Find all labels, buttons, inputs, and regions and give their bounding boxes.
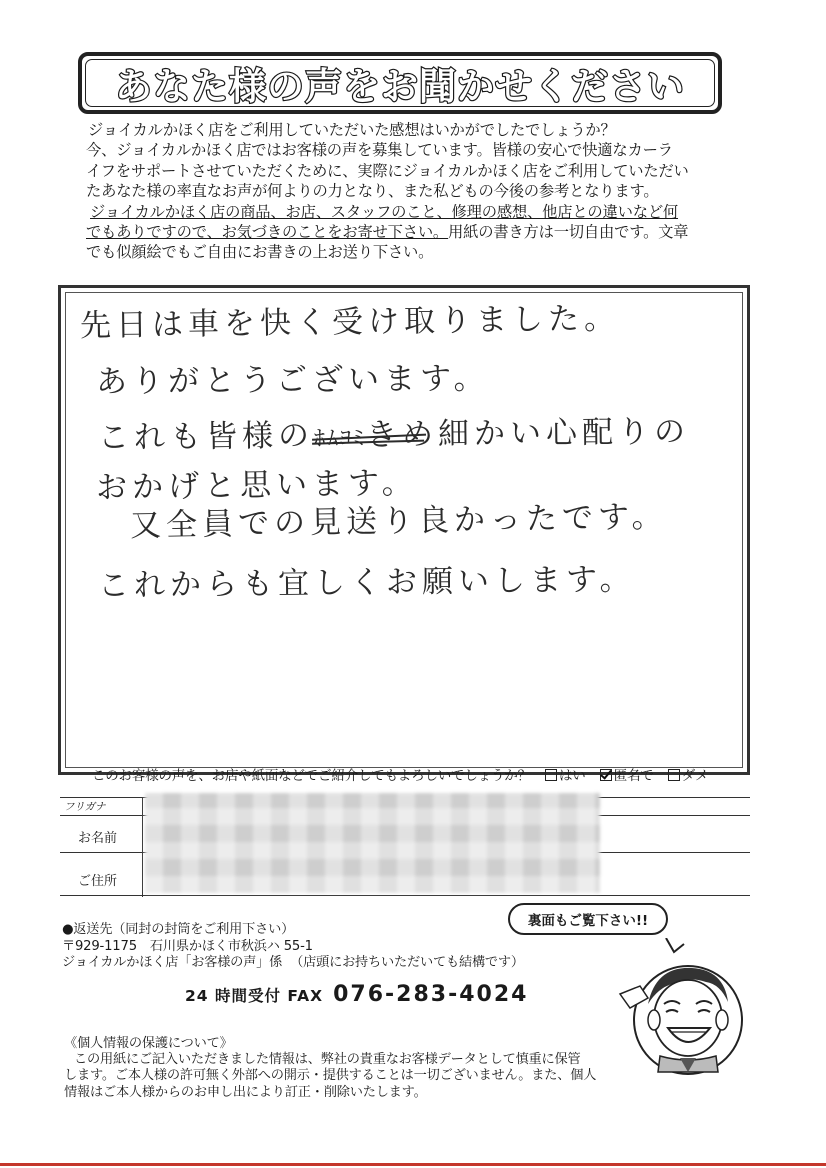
privacy-line-1: この用紙にご記入いただきました情報は、弊社の貴重なお客様データとして慎重に保管 (74, 1052, 581, 1068)
option-anonymous-label: 匿名で (613, 768, 654, 784)
address-label: ご住所 (78, 874, 118, 889)
intro-paragraph (86, 120, 746, 263)
recipient: ジョイカルかほく店「お客様の声」係 (62, 955, 283, 970)
intro-line-4: たあなた様の率直なお声が何よりの力となり、また私どもの今後の参考となります。 (86, 182, 659, 201)
checkbox-yes[interactable] (545, 769, 557, 781)
postal-address: 〒929-1175 石川県かほく市秋浜ハ 55-1 (62, 938, 313, 954)
privacy-line-3: 情報はご本人様からのお申し出により訂正・削除いたします。 (64, 1084, 427, 1100)
furigana-label: フリガナ (64, 801, 106, 813)
bubble-text: 裏面もご覧下さい!! (527, 913, 649, 929)
option-yes-label: はい (559, 768, 586, 784)
intro-line-1: ジョイカルかほく店をご利用していただいた感想はいかがでしたでしょうか？ (88, 121, 616, 139)
message-line-4: おかげと思います。 (95, 464, 418, 506)
bottom-edge-rule (0, 1163, 826, 1166)
message-line-1: 先日は車を快く受け取りました。 (79, 300, 621, 344)
intro-line-6-rest: 用紙の書き方は一切自由です。文章 (448, 223, 689, 242)
intro-line-6 (86, 222, 746, 242)
fax-number: 076-283-4024 (333, 982, 529, 1007)
form-label-divider (142, 797, 143, 897)
message-line-5: 又全員での見送り良かったです。 (129, 498, 668, 544)
message-line-3b: きめ細かい心配りの (365, 413, 691, 454)
title-inner-border (85, 59, 715, 107)
recipient-line (62, 955, 582, 972)
intro-line-2: 今、ジョイカルかほく店ではお客様の声を募集しています。皆様の安心で快適なカーラ (86, 141, 673, 160)
option-no-label: ダメ (681, 768, 709, 784)
privacy-heading: 《個人情報の保護について》 (64, 1036, 233, 1051)
checkbox-no[interactable] (668, 769, 680, 781)
redacted-personal-info (145, 793, 600, 893)
see-reverse-bubble (508, 903, 668, 935)
recipient-note: （店頭にお持ちいただいても結構です） (290, 955, 524, 970)
message-line-2: ありがとうございます。 (95, 360, 490, 400)
consent-row (92, 764, 708, 784)
page-title: あなた様の声をお聞かせください (115, 65, 685, 108)
form-bottom-line (60, 895, 750, 896)
fax-line (185, 982, 528, 1007)
struck-word (314, 417, 366, 454)
message-line-6: これからも宜しくお願いします。 (97, 561, 636, 604)
return-info (62, 922, 582, 972)
privacy-notice (64, 1036, 704, 1101)
message-line-3 (98, 406, 690, 457)
strikethrough-mark (310, 417, 430, 458)
intro-line-3: イフをサポートさせていただくために、実際にジョイカルかほく店をご利用していただい (86, 161, 689, 180)
title-banner (78, 52, 722, 114)
message-line-3a: これも皆様の (97, 417, 315, 456)
consent-question: このお客様の声を、お店や紙面などでご紹介してもよろしいでしょうか？ (92, 768, 531, 784)
intro-line-5: ジョイカルかほく店の商品、お店、スタッフのこと、修理の感想、他店との違いなど何 (90, 202, 679, 221)
name-label: お名前 (78, 831, 118, 846)
fax-label: 24 時間受付 FAX (185, 987, 324, 1005)
checkbox-anonymous[interactable] (600, 769, 612, 781)
privacy-line-2: します。ご本人様の許可無く外部への開示・提供することは一切ございません。また、個人 (64, 1068, 597, 1084)
intro-line-6-underlined: でもありですので、お気づきのことをお寄せ下さい。 (86, 223, 449, 242)
struck-word-text: ﾎﾑﾖﾐ (313, 426, 367, 452)
intro-line-7: でも似顔絵でもご自由にお書きの上お送り下さい。 (86, 243, 434, 262)
return-heading: ●返送先（同封の封筒をご利用下さい） (62, 922, 295, 937)
